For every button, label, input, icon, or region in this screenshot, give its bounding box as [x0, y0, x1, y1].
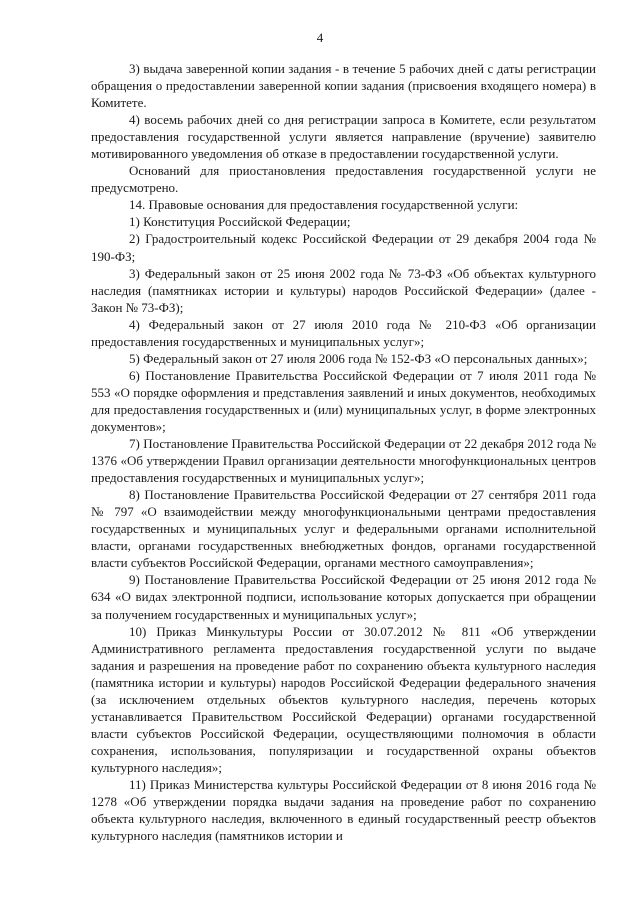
legal-basis-item-1: 1) Конституция Российской Федерации;: [129, 214, 351, 230]
paragraph-no-suspension-grounds: Оснований для приостановления предоставления государственной услуги не предусмотрено.: [91, 163, 596, 196]
section-heading-legal-grounds: 14. Правовые основания для предоставления государственной услуги:: [129, 197, 519, 213]
legal-basis-item-5: 5) Федеральный закон от 27 июля 2006 года № 152-ФЗ «О персональных данных»;: [129, 350, 588, 366]
document-body: [91, 60, 596, 844]
page-number: 4: [316, 30, 324, 45]
legal-basis-item-3: 3) Федеральный закон от 25 июня 2002 года № 73-ФЗ «Об объектах культурного наследия (памятниках истории и культуры) народов Российской Федерации» (далее - Закон № 73-ФЗ);: [91, 265, 596, 315]
legal-basis-item-6: 6) Постановление Правительства Российской Федерации от 7 июля 2011 года № 553 «О порядке оформления и представления заявлений и иных документов, необходимых для предоставления государственных и (или) муниципальных услуг, в форме электронных документов»;: [91, 367, 596, 434]
paragraph-delivery-copy-term: 3) выдача заверенной копии задания - в течение 5 рабочих дней с даты регистрации обращения о предоставлении заверенной копии задания (присвоения входящего номера) в Комитете.: [91, 61, 596, 111]
legal-basis-item-10: 10) Приказ Минкультуры России от 30.07.2012 № 811 «Об утверждении Административного регламента предоставления государственной услуги по выдаче задания и разрешения на проведение работ по сохранению объекта культурного наследия (памятника истории и культуры) народов Российской Федерации федерального значения (за исключением отдельных объектов культурного наследия, перечень которых устанавливается Правительством Российской Федерации) органами государственной власти субъектов Российской Федерации, осуществляющими полномочия в области сохранения, использования, популяризации и государственной охраны объектов культурного наследия»;: [91, 623, 596, 775]
legal-basis-item-4: 4) Федеральный закон от 27 июля 2010 года № 210-ФЗ «Об организации предоставления государственных и муниципальных услуг»;: [91, 316, 596, 349]
legal-basis-item-7: 7) Постановление Правительства Российской Федерации от 22 декабря 2012 года № 1376 «Об утверждении Правил организации деятельности многофункциональных центров предоставления государственных и муниципальных услуг»;: [91, 436, 596, 486]
paragraph-refusal-notice-term: 4) восемь рабочих дней со дня регистрации запроса в Комитете, если результатом предоставления государственной услуги является направление (вручение) заявителю мотивированного уведомления об отказе в предоставлении государственной услуги.: [91, 112, 596, 162]
legal-basis-item-11: 11) Приказ Министерства культуры Российской Федерации от 8 июня 2016 года № 1278 «Об утверждении порядка выдачи задания на проведение работ по сохранению объекта культурного наследия, включенного в единый государственный реестр объектов культурного наследия (памятников истории и: [91, 776, 596, 844]
legal-basis-item-9: 9) Постановление Правительства Российской Федерации от 25 июня 2012 года № 634 «О видах электронной подписи, использование которых допускается при обращении за получением государственных и муниципальных услуг»;: [91, 572, 596, 622]
legal-basis-item-2: 2) Градостроительный кодекс Российской Федерации от 29 декабря 2004 года № 190-ФЗ;: [91, 231, 596, 264]
legal-basis-item-8: 8) Постановление Правительства Российской Федерации от 27 сентября 2011 года № 797 «О взаимодействии между многофункциональными центрами предоставления государственных и муниципальных услуг и федеральными органами исполнительной власти, органами государственных внебюджетных фондов, органами государственной власти субъектов Российской Федерации, органами местного самоуправления»;: [91, 487, 596, 571]
